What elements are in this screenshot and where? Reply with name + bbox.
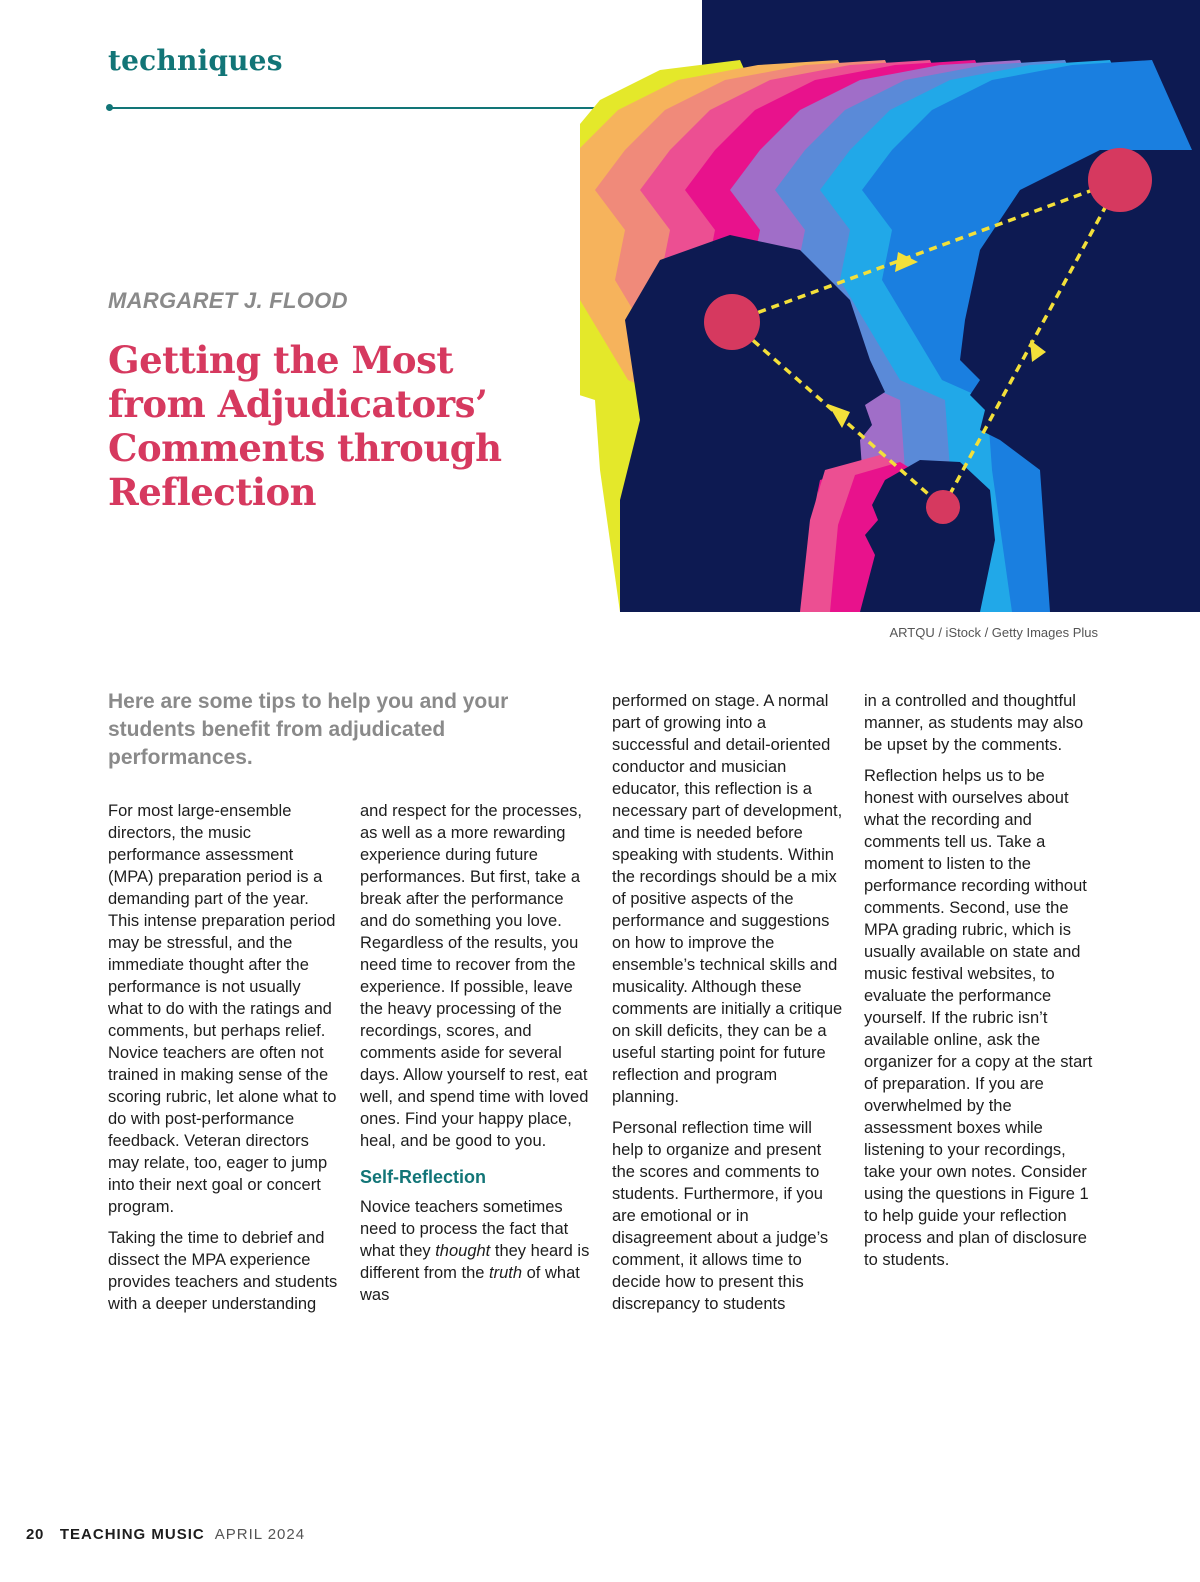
paragraph: Reflection helps us to be honest with ourselves about what the recording and comments tell us. Take a moment to listen to the performance recording without comments. Second, use the MPA grading rubric, which is usually available on state and music festival websites, to evaluate the performance yourself. If the rubric isn’t available online, ask the organizer for a copy at the start of preparation. If you are overwhelmed by the assessment boxes while listening to your recordings, take your own notes. Consider using the questions in Figure 1 to help guide your reflection process and plan of disclosure to students. <box>864 767 1093 1269</box>
text-run: Novice teachers sometimes need to process the fact that what they <box>360 1198 569 1260</box>
paragraph: in a controlled and thoughtful manner, as students may also be upset by the comments. <box>864 692 1084 754</box>
text-run: they heard is different from the <box>360 1242 590 1282</box>
body-column-3 <box>612 690 844 1324</box>
body-column-4 <box>864 690 1096 1280</box>
body-column-2 <box>360 800 592 1315</box>
section-rule-dot <box>106 104 113 111</box>
author-byline: MARGARET J. FLOOD <box>108 288 348 313</box>
text-run: of what was <box>360 1264 580 1304</box>
image-credit: ARTQU / iStock / Getty Images Plus <box>889 625 1098 640</box>
hero-illustration <box>580 0 1200 612</box>
issue-date: APRIL 2024 <box>214 1526 306 1543</box>
emphasis-truth: truth <box>489 1264 523 1282</box>
paragraph: For most large-ensemble directors, the music performance assessment (MPA) preparation period is a demanding part of the year. This intense preparation period may be stressful, and the immediate thought after the performance is not usually what to do with the ratings and comments, but perhaps relief. Novice teachers are often not trained in making sense of the scoring rubric, let alone what to do with post-performance feedback. Veteran directors may relate, too, eager to jump into their next goal or concert program. <box>108 802 337 1216</box>
paragraph <box>360 1196 592 1306</box>
page-number: 20 <box>26 1526 44 1543</box>
emphasis-thought: thought <box>435 1242 491 1260</box>
paragraph: Personal reflection time will help to organize and present the scores and comments to students. Furthermore, if you are emotional or in disagreement about a judge’s comment, it allows time to decide how to present this discrepancy to students <box>612 1119 829 1313</box>
subheading-self-reflection: Self-Reflection <box>360 1167 487 1187</box>
page-footer <box>26 1526 305 1543</box>
article-deck: Here are some tips to help you and your students benefit from adjudicated performances. <box>108 690 509 769</box>
node-top-right <box>1088 148 1152 212</box>
section-label: techniques <box>108 44 283 77</box>
article-title: Getting the Most from Adjudicators’ Comments through Reflection <box>108 338 502 514</box>
paragraph: and respect for the processes, as well as a more rewarding experience during future performances. But first, take a break after the performance and do something you love. Regardless of the results, you need time to recover from the experience. If possible, leave the heavy processing of the recordings, scores, and comments aside for several days. Allow yourself to rest, eat well, and spend time with loved ones. Find your happy place, heal, and be good to you. <box>360 802 589 1150</box>
paragraph: performed on stage. A normal part of growing into a successful and detail-oriented conductor and musician educator, this reflection is a necessary part of development, and time is needed before speaking with students. Within the recordings should be a mix of positive aspects of the performance and suggestions on how to improve the ensemble’s technical skills and musicality. Although these comments are initially a critique on skill deficits, they can be a useful starting point for future reflection and program planning. <box>612 692 843 1106</box>
node-left <box>704 294 760 350</box>
body-column-1 <box>108 800 340 1324</box>
paragraph: Taking the time to debrief and dissect the MPA experience provides teachers and students with a deeper understanding <box>108 1229 338 1313</box>
magazine-name: TEACHING MUSIC <box>59 1526 205 1543</box>
node-bottom <box>926 490 960 524</box>
